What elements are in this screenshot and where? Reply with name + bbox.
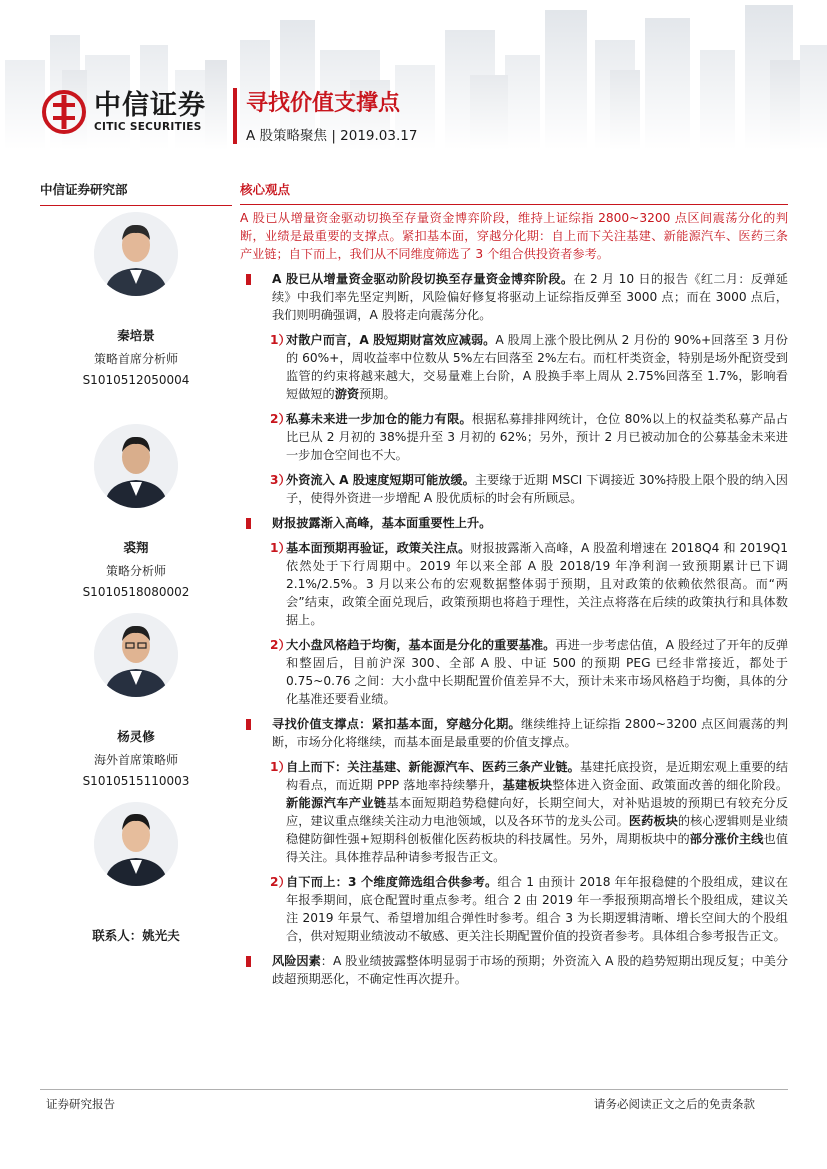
sub-point <box>240 539 788 629</box>
sub-point <box>240 471 788 507</box>
footer-disclaimer-note: 请务必阅读正文之后的免责条款 <box>594 1097 755 1111</box>
analyst-card <box>40 212 232 387</box>
analyst-license-id: S1010512050004 <box>82 373 190 387</box>
risk-lead: 风险因素 <box>272 954 321 968</box>
analyst-name: 秦培景 <box>117 328 155 343</box>
section-bullet <box>240 270 788 324</box>
sub-point <box>240 636 788 708</box>
analyst-role: 海外首席策略师 <box>93 753 178 767</box>
sub-point-lead: 基本面预期再验证，政策关注点。 <box>286 541 471 555</box>
title-accent-bar <box>233 88 237 144</box>
risk-text: ：A 股业绩披露整体明显弱于市场的预期；外资流入 A 股的趋势短期出现反复；中美分歧超预期恶化，不确定性再次提升。 <box>272 954 789 986</box>
sub-point-tail: 整体进入资金面、政策面改善的细化阶段。 <box>552 778 789 792</box>
analyst-name: 裘翔 <box>123 540 149 555</box>
sub-point-number: 2） <box>270 412 291 426</box>
sub-point-text: 再进一步考虑估值，A 股经过了开年的反弹和整固后，目前沪深 300、全部 A 股、中证 500 的预期 PEG 已经非常接近，都处于 0.75~0.76 之间：大小盘中长期配置价值差异不大，预计未来市场风格趋于均衡，具体的分化基准还要看业绩。 <box>286 638 789 706</box>
company-name-en: CITIC SECURITIES <box>94 120 202 133</box>
core-view-summary: A 股已从增量资金驱动切换至存量资金博弈阶段，维持上证综指 2800~3200 点区间震荡分化的判断，业绩是最重要的支撑点。紧扣基本面，穿越分化期：自上而下关注基建、新能源汽车、医药三条产业链；自下而上，我们从不同维度筛选了 3 个组合供投资者参考。 <box>240 211 788 261</box>
section-text: 继续维持上证综指 2800~3200 点区间震荡的判断，市场分化将继续，而基本面是最重要的价值支撑点。 <box>272 717 788 749</box>
analyst-license-id: S1010518080002 <box>82 585 190 599</box>
sub-point-text: 根据私募排排网统计，仓位 80%以上的权益类私募产品占比已从 2 月初的 38%提升至 3 月初的 62%；另外，预计 2 月已被动加仓的公募基金未来进一步加仓空间也不大。 <box>286 412 788 462</box>
risk-bullet <box>240 952 788 988</box>
sub-point-emphasis: 新能源汽车产业链 <box>286 796 387 810</box>
sub-point-tail: 预期。 <box>359 387 396 401</box>
bullet-marker <box>246 956 251 967</box>
contact-person: 联系人：姚光夫 <box>92 928 180 943</box>
sub-point-lead: 大小盘风格趋于均衡，基本面是分化的重要基准。 <box>286 638 556 652</box>
analyst-photo <box>94 424 178 508</box>
contact-photo <box>94 802 178 886</box>
sub-point-lead: 外资流入 A 股速度短期可能放缓。 <box>286 473 475 487</box>
sub-point-text: 组合 1 由预计 2018 年年报稳健的个股组成，建议在年报季期间，底仓配置时重点参考。组合 2 由 2019 年一季报预期高增长个股组成，建议关注 2019 年景气、希望增加组合弹性时参考。组合 3 为长期逻辑清晰、增长空间大的个股组合，供对短期业绩波动不敏感、更关注长期配置价值的投资者参考。具体组合参考报告正文。 <box>286 875 788 943</box>
report-subtitle: A 股策略聚焦 | 2019.03.17 <box>246 128 418 144</box>
section-bullet <box>240 715 788 751</box>
sub-point-text: 主要缘于近期 MSCI 下调接近 30%持股上限个股的纳入因子，使得外资进一步增配 A 股优质标的时会有所顾忌。 <box>286 473 788 505</box>
sub-point <box>240 758 788 866</box>
bullet-marker <box>246 518 251 529</box>
section-lead: A 股已从增量资金驱动阶段切换至存量资金博弈阶段。 <box>272 272 574 286</box>
bullet-marker <box>246 719 251 730</box>
sub-point <box>240 873 788 945</box>
sub-point-lead: 自上而下：关注基建、新能源汽车、医药三条产业链。 <box>286 760 580 774</box>
sub-point-text: 基建托底投资，是近期宏观上重要的结构看点，而近期 PPP 落地率持续攀升， <box>286 760 789 792</box>
sub-point-emphasis: 基建板块 <box>502 778 553 792</box>
analyst-role: 策略首席分析师 <box>93 352 178 366</box>
sub-point-text: A 股周上涨个股比例从 2 月份的 90%+回落至 3 月份的 60%+，周收益率中位数从 5%左右回落至 2%左右。而杠杆类资金，特别是场外配资受到监管的约束将越来越大，交易量难上台阶，A 股换手率上周从 2.75%回落至 1.7%，影响看短做短的 <box>286 333 788 401</box>
sub-point <box>240 410 788 464</box>
footer-report-type: 证券研究报告 <box>46 1097 115 1111</box>
analyst-name: 杨灵修 <box>117 729 155 744</box>
sub-point-number: 1） <box>270 541 291 555</box>
sub-point-tail: 也值得关注。具体推荐品种请参考报告正文。 <box>286 832 789 864</box>
contact-photo-card <box>40 802 232 886</box>
sub-point-lead: 私募未来进一步加仓的能力有限。 <box>286 412 472 426</box>
main-content <box>240 180 788 988</box>
company-logo <box>42 90 206 134</box>
sub-point <box>240 331 788 403</box>
section-lead: 寻找价值支撑点：紧扣基本面，穿越分化期。 <box>272 717 521 731</box>
report-title: 寻找价值支撑点 <box>246 91 401 116</box>
sub-point-number: 1） <box>270 760 291 774</box>
section-lead: 财报披露渐入高峰，基本面重要性上升。 <box>272 516 492 530</box>
company-name-cn: 中信证券 <box>94 89 206 121</box>
sub-point-text: 财报披露渐入高峰，A 股盈利增速在 2018Q4 和 2019Q1 依然处于下行周期中。2019 年以来全部 A 股 2018/19 年净利润一致预期累计已下调 2.1%/2.5%。3 月以来公布的宏观数据整体弱于预期，且对政策的依赖依然很高。而“两会”结束，政策全面兑现后，政策预期也将趋于理性，关注点将落在后续的政策执行和具体数据上。 <box>286 541 789 627</box>
bullet-marker <box>246 274 251 285</box>
sub-point-emphasis: 部分涨价主线 <box>689 832 764 846</box>
analyst-card <box>40 613 232 788</box>
analyst-license-id: S1010515110003 <box>82 774 190 788</box>
analyst-sidebar <box>40 180 232 943</box>
department-heading: 中信证券研究部 <box>40 180 232 206</box>
sub-point-number: 3） <box>270 473 291 487</box>
section-bullet <box>240 514 788 532</box>
analyst-photo <box>94 613 178 697</box>
core-view-heading: 核心观点 <box>240 180 788 205</box>
analyst-photo <box>94 212 178 296</box>
sub-point-emphasis: 医药板块 <box>628 814 678 828</box>
citic-logo-icon <box>42 90 86 134</box>
sub-point-number: 2） <box>270 875 291 889</box>
sub-point-number: 1） <box>270 333 291 347</box>
sub-point-lead: 自下而上：3 个维度筛选组合供参考。 <box>286 875 498 889</box>
sub-point-tail: 的核心逻辑则是业绩稳健防御性强+短期科创板催化医药板块的科技属性。另外，周期板块中的 <box>286 814 789 846</box>
sub-point-tail: 基本面短期趋势稳健向好，长期空间大，对补贴退坡的预期已有较充分反应，建议重点继续关注动力电池领域，以及各环节的龙头公司。 <box>286 796 789 828</box>
sub-point-lead: 对散户而言，A 股短期财富效应减弱。 <box>286 333 496 347</box>
sub-point-number: 2） <box>270 638 291 652</box>
footer-divider <box>40 1089 788 1090</box>
sub-point-emphasis: 游资 <box>334 387 360 401</box>
section-text: 在 2 月 10 日的报告《红二月：反弹延续》中我们率先坚定判断，风险偏好修复将驱动上证综指反弹至 3000 点；而在 3000 点后，我们则明确强调，A 股将走向震荡分化。 <box>272 272 788 322</box>
analyst-role: 策略分析师 <box>105 564 166 578</box>
analyst-card <box>40 424 232 599</box>
